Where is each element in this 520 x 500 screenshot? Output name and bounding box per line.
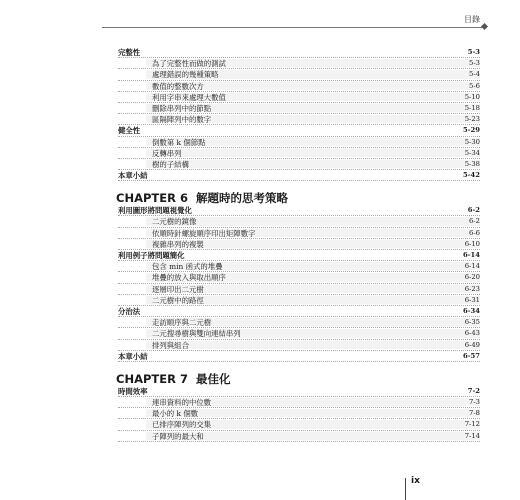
entry-title: 子陣列的最大和 (152, 431, 204, 441)
toc-subsection-entry[interactable] (118, 92, 480, 103)
toc-section-entry[interactable] (118, 386, 480, 397)
toc-subsection-entry[interactable] (118, 114, 480, 125)
entry-title: 區隔陣列中的數字 (152, 115, 212, 125)
toc-subsection-entry[interactable] (118, 295, 480, 306)
toc-subsection-entry[interactable] (118, 159, 480, 170)
entry-title: 二元樹的鏡像 (152, 217, 197, 227)
toc-subsection-entry[interactable] (118, 137, 480, 148)
toc-section-entry[interactable] (118, 351, 480, 362)
entry-title: 時間效率 (118, 386, 148, 396)
toc-subsection-entry[interactable] (118, 408, 480, 419)
entry-page: 7-8 (469, 409, 480, 418)
entry-shading (146, 341, 480, 349)
toc-subsection-entry[interactable] (118, 328, 480, 339)
entry-title: 利用字串來處理大數值 (152, 92, 226, 102)
entry-page: 6-49 (464, 340, 480, 349)
entry-title: 走訪順序與二元樹 (152, 318, 212, 328)
toc-subsection-entry[interactable] (118, 419, 480, 430)
entry-page: 5-38 (464, 159, 480, 168)
entry-page: 6-35 (464, 318, 480, 327)
toc-section-entry[interactable] (118, 205, 480, 216)
toc-subsection-entry[interactable] (118, 58, 480, 69)
entry-page: 5-6 (469, 81, 480, 90)
entry-page: 6-6 (469, 228, 480, 237)
entry-shading (146, 160, 480, 168)
entry-title: 倒數第 k 個節點 (152, 137, 206, 147)
page-number: ix (411, 476, 420, 486)
entry-page: 6-14 (464, 262, 480, 271)
entry-title: 二元搜尋樹與雙向連結串列 (152, 329, 241, 339)
entry-page: 6-57 (462, 351, 480, 360)
entry-page: 6-31 (464, 295, 480, 304)
toc-section-entry[interactable] (118, 170, 480, 181)
toc-subsection-entry[interactable] (118, 148, 480, 159)
entry-page: 5-23 (464, 115, 480, 124)
entry-page: 6-14 (462, 251, 480, 259)
entry-page: 7-12 (464, 420, 480, 429)
chapter-number: CHAPTER 6 (116, 191, 188, 206)
chapter-heading (116, 364, 480, 386)
entry-title: 數值的整數次方 (152, 81, 204, 91)
entry-page: 5-42 (462, 171, 480, 180)
entry-title: 本章小結 (118, 351, 148, 361)
entry-title: 依順時針螺旋順序印出矩陣數字 (152, 228, 256, 238)
entry-page: 6-10 (464, 239, 480, 248)
entry-title: 二元樹中的路徑 (152, 295, 204, 305)
toc-subsection-entry[interactable] (118, 340, 480, 351)
entry-shading (146, 149, 480, 157)
entry-title: 本章小結 (118, 171, 148, 181)
header-rule (102, 27, 486, 28)
entry-page: 5-34 (464, 148, 480, 157)
entry-page: 7-3 (469, 398, 480, 407)
toc-section-entry[interactable] (118, 306, 480, 317)
entry-page: 5-10 (464, 92, 480, 101)
entry-title: 為了完整性而做的測試 (152, 59, 226, 69)
page-header-label: 目錄 (464, 15, 480, 24)
entry-page: 7-14 (464, 431, 480, 440)
entry-page: 5-3 (467, 48, 480, 56)
toc-subsection-entry[interactable] (118, 431, 480, 442)
table-of-contents (118, 47, 480, 442)
entry-page: 6-23 (464, 284, 480, 293)
toc-subsection-entry[interactable] (118, 228, 480, 239)
toc-subsection-entry[interactable] (118, 261, 480, 272)
entry-page: 5-29 (462, 126, 480, 135)
entry-title: 複雜串列的複製 (152, 239, 204, 249)
toc-subsection-entry[interactable] (118, 317, 480, 328)
toc-section-entry[interactable] (118, 47, 480, 58)
entry-title: 利用例子將問題簡化 (118, 251, 185, 260)
toc-subsection-entry[interactable] (118, 69, 480, 80)
entry-title: 完整性 (118, 48, 141, 57)
chapter-title: 最佳化 (195, 371, 231, 386)
entry-page: 5-4 (469, 70, 480, 79)
toc-subsection-entry[interactable] (118, 103, 480, 114)
entry-page: 7-2 (467, 386, 480, 395)
entry-title: 堆疊的放入與取出順序 (152, 273, 226, 283)
entry-title: 樹的子結構 (152, 159, 189, 169)
entry-title: 最小的 k 個數 (152, 409, 199, 419)
toc-subsection-entry[interactable] (118, 81, 480, 92)
entry-page: 6-34 (462, 306, 480, 315)
footer-rule (405, 478, 406, 500)
toc-subsection-entry[interactable] (118, 272, 480, 283)
entry-page: 6-2 (467, 206, 480, 215)
entry-title: 刪除串列中的節點 (152, 103, 212, 113)
entry-title: 反轉串列 (152, 148, 182, 158)
entry-page: 6-2 (469, 217, 480, 226)
entry-title: 處理錯誤的幾種策略 (152, 70, 219, 80)
header-diamond-icon (481, 23, 488, 30)
entry-page: 6-43 (464, 329, 480, 338)
entry-title: 排列與組合 (152, 340, 189, 350)
chapter-title: 解題時的思考策略 (195, 191, 288, 206)
entry-title: 逐層印出二元樹 (152, 284, 204, 294)
entry-page: 6-20 (464, 273, 480, 282)
entry-page: 5-3 (469, 59, 480, 68)
toc-subsection-entry[interactable] (118, 216, 480, 227)
entry-title: 健全性 (118, 126, 141, 136)
entry-page: 5-30 (464, 137, 480, 146)
entry-title: 已排序陣列的交集 (152, 420, 212, 430)
toc-subsection-entry[interactable] (118, 239, 480, 250)
chapter-number: CHAPTER 7 (116, 371, 188, 386)
entry-title: 分治法 (118, 306, 141, 316)
entry-title: 包含 min 函式的堆疊 (152, 262, 223, 272)
toc-section-entry[interactable] (118, 125, 480, 136)
entry-page: 5-18 (464, 103, 480, 112)
entry-title: 利用圖形將問題視覺化 (118, 206, 192, 216)
toc-subsection-entry[interactable] (118, 397, 480, 408)
toc-subsection-entry[interactable] (118, 284, 480, 295)
chapter-heading (116, 183, 480, 205)
toc-section-entry[interactable] (118, 250, 480, 261)
entry-title: 連串資料的中位數 (152, 398, 212, 408)
